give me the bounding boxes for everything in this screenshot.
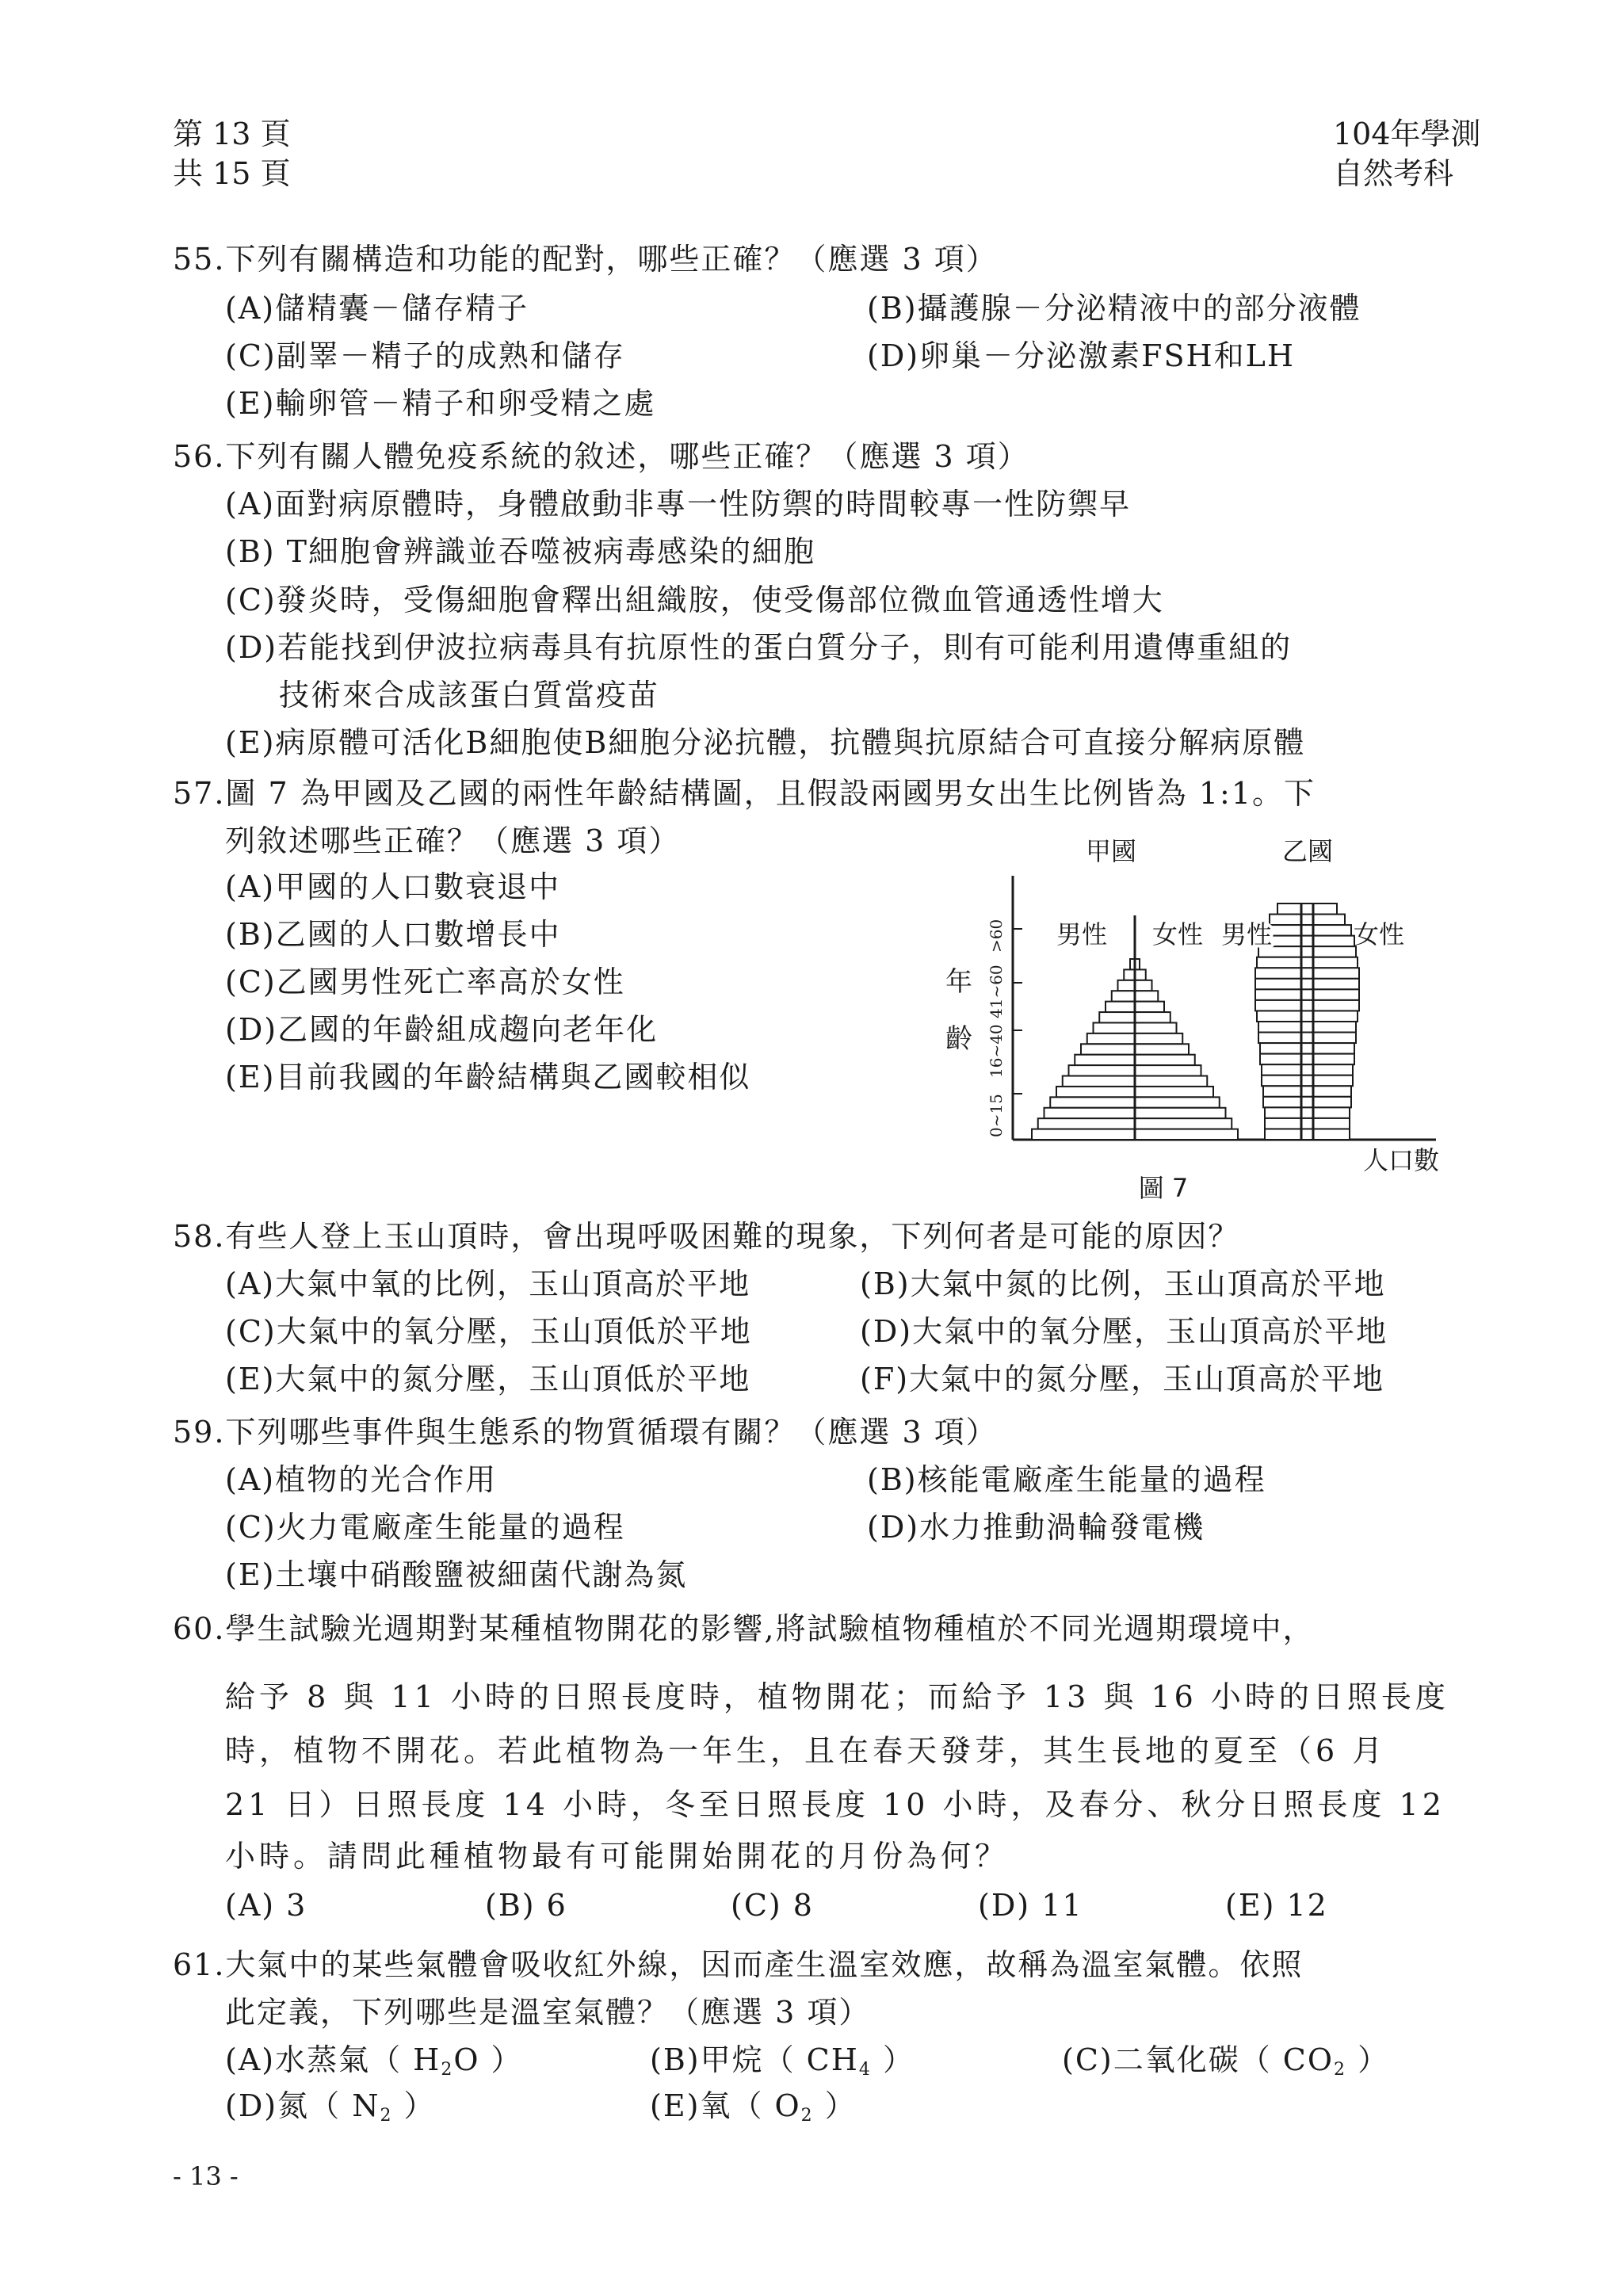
option-b: (B)大氣中氮的比例，玉山頂高於平地 [860, 1266, 1386, 1301]
age-band-bar [1255, 968, 1359, 979]
country-a-female-label: 女性 [1151, 919, 1204, 949]
question-stem-continued: 時，植物不開花。若此植物為一年生，且在春天發芽，其生長地的夏至（6 月 [225, 1733, 1387, 1768]
age-band-bar [1263, 1097, 1351, 1108]
age-tick-41-60: 41~60 [987, 965, 1006, 1018]
age-band-bar [1258, 1022, 1356, 1033]
option-c: (C)副睪－精子的成熟和儲存 [225, 338, 625, 373]
question-stem: 55.下列有關構造和功能的配對，哪些正確？（應選 3 項） [173, 242, 998, 277]
age-band-bar [1263, 1086, 1351, 1097]
option-d: (D)大氣中的氧分壓，玉山頂高於平地 [860, 1314, 1388, 1349]
question-stem: 58.有些人登上玉山頂時，會出現呼吸困難的現象，下列何者是可能的原因？ [173, 1219, 1240, 1254]
age-band-bar [1262, 1064, 1353, 1075]
age-band-bar [1265, 1129, 1350, 1140]
option-b: (B)甲烷（ $CH_4$ ） [650, 2042, 915, 2080]
option-f: (F)大氣中的氮分壓，玉山頂高於平地 [860, 1362, 1385, 1396]
option-b: (B) 6 [485, 1888, 567, 1923]
question-stem: 59.下列哪些事件與生態系的物質循環有關？（應選 3 項） [173, 1415, 998, 1450]
question-stem-continued: 小時。請問此種植物最有可能開始開花的月份為何？ [225, 1839, 1010, 1874]
question-stem: 61.大氣中的某些氣體會吸收紅外線，因而產生溫室效應，故稱為溫室氣體。依照 [173, 1947, 1304, 1982]
option-a: (A) 3 [225, 1888, 307, 1923]
option-e: (E)病原體可活化B細胞使B細胞分泌抗體，抗體與抗原結合可直接分解病原體 [225, 725, 1306, 760]
question-stem: 57.圖 7 為甲國及乙國的兩性年齡結構圖，且假設兩國男女出生比例皆為 1:1。下 [173, 776, 1316, 811]
figure-7-age-pyramids [911, 824, 1450, 1205]
age-band-bar [1265, 1107, 1350, 1118]
figure-caption: 圖 7 [1138, 1173, 1189, 1203]
option-d-continued: 技術來合成該蛋白質當疫苗 [279, 678, 660, 712]
age-band-bar [1270, 915, 1345, 926]
option-a: (A)面對病原體時，身體啟動非專一性防禦的時間較專一性防禦早 [225, 487, 1132, 521]
option-c: (C) 8 [731, 1888, 814, 1923]
option-e: (E)大氣中的氮分壓，玉山頂低於平地 [225, 1362, 751, 1396]
option-d: (D)卵巢－分泌激素FSH和LH [867, 338, 1296, 373]
y-axis-label-2: 齡 [945, 1023, 972, 1055]
age-band-bar [1258, 946, 1356, 957]
option-e: (E) 12 [1225, 1888, 1328, 1923]
total-pages: 共 15 頁 [173, 156, 291, 191]
option-c: (C)火力電廠產生能量的過程 [225, 1510, 625, 1545]
age-tick-over-60: >60 [987, 919, 1006, 953]
option-a: (A)水蒸氣（ $H_2O$ ） [225, 2042, 523, 2080]
question-stem: 60.學生試驗光週期對某種植物開花的影響,將試驗植物種植於不同光週期環境中， [173, 1611, 1315, 1646]
age-band-bar [1260, 1054, 1354, 1065]
x-axis-label: 人口數 [1362, 1145, 1440, 1175]
age-band-bar [1265, 1118, 1350, 1129]
option-a: (A)植物的光合作用 [225, 1462, 498, 1497]
option-d: (D)水力推動渦輪發電機 [867, 1510, 1205, 1545]
country-a-male-label: 男性 [1056, 919, 1108, 949]
option-a: (A)甲國的人口數衰退中 [225, 869, 561, 904]
option-b: (B)核能電廠產生能量的過程 [867, 1462, 1266, 1497]
option-c: (C)大氣中的氧分壓，玉山頂低於平地 [225, 1314, 752, 1349]
option-e: (E)目前我國的年齡結構與乙國較相似 [225, 1060, 751, 1095]
country-b-female-label: 女性 [1353, 919, 1405, 949]
age-band-bar [1257, 957, 1358, 968]
question-stem-continued: 21 日）日照長度 14 小時，冬至日照長度 10 小時，及春分、秋分日照長度 12 [225, 1787, 1445, 1822]
age-band-bar [1255, 979, 1359, 990]
page-number: 第 13 頁 [173, 117, 291, 151]
question-stem: 56.下列有關人體免疫系統的敘述，哪些正確？（應選 3 項） [173, 439, 1029, 474]
option-b: (B) T細胞會辨識並吞噬被病毒感染的細胞 [225, 534, 816, 569]
option-a: (A)儲精囊－儲存精子 [225, 291, 529, 326]
subject-title: 自然考科 [1333, 156, 1454, 191]
option-a: (A)大氣中氧的比例，玉山頂高於平地 [225, 1266, 751, 1301]
age-band-bar [1257, 1010, 1358, 1022]
country-a-label: 甲國 [1085, 836, 1137, 866]
option-d: (D)乙國的年齡組成趨向老年化 [225, 1012, 659, 1047]
option-c: (C)發炎時，受傷細胞會釋出組織胺，使受傷部位微血管通透性增大 [225, 583, 1164, 617]
age-tick-16-40: 16~40 [987, 1024, 1006, 1078]
option-c: (C)二氧化碳（ $CO_2$ ） [1062, 2042, 1390, 2080]
exam-title: 104年學測 [1333, 117, 1481, 151]
age-band-bar [1263, 925, 1351, 936]
option-d: (D)若能找到伊波拉病毒具有抗原性的蛋白質分子，則有可能利用遺傳重組的 [225, 630, 1293, 665]
age-band-bar [1258, 1033, 1356, 1044]
option-d: (D) 11 [978, 1888, 1083, 1923]
option-e: (E)輸卵管－精子和卵受精之處 [225, 386, 656, 421]
age-band-bar [1260, 1043, 1354, 1054]
age-band-bar [1255, 1000, 1359, 1011]
y-axis-label-1: 年 [945, 966, 972, 998]
question-stem-continued: 列敘述哪些正確？（應選 3 項） [225, 823, 681, 858]
option-c: (C)乙國男性死亡率高於女性 [225, 965, 625, 999]
age-band-bar [1255, 989, 1359, 1000]
age-tick-0-15: 0~15 [987, 1094, 1006, 1137]
question-stem-continued: 給予 8 與 11 小時的日照長度時，植物開花；而給予 13 與 16 小時的日照長度 [225, 1679, 1449, 1714]
option-b: (B)攝護腺－分泌精液中的部分液體 [867, 291, 1361, 326]
age-band-bar [1277, 904, 1337, 915]
age-band-bar [1262, 1075, 1353, 1087]
option-e: (E)土壤中硝酸鹽被細菌代謝為氮 [225, 1557, 688, 1592]
option-b: (B)乙國的人口數增長中 [225, 917, 561, 952]
age-band-bar [1260, 936, 1354, 947]
option-e: (E)氧（ $O_2$ ） [650, 2088, 857, 2126]
footer-page-number: - 13 - [173, 2161, 239, 2191]
country-b-male-label: 男性 [1220, 919, 1273, 949]
option-d: (D)氮（ $N_2$ ） [225, 2088, 436, 2126]
country-b-label: 乙國 [1281, 836, 1334, 866]
question-stem-continued: 此定義，下列哪些是溫室氣體？（應選 3 項） [225, 1995, 871, 2030]
